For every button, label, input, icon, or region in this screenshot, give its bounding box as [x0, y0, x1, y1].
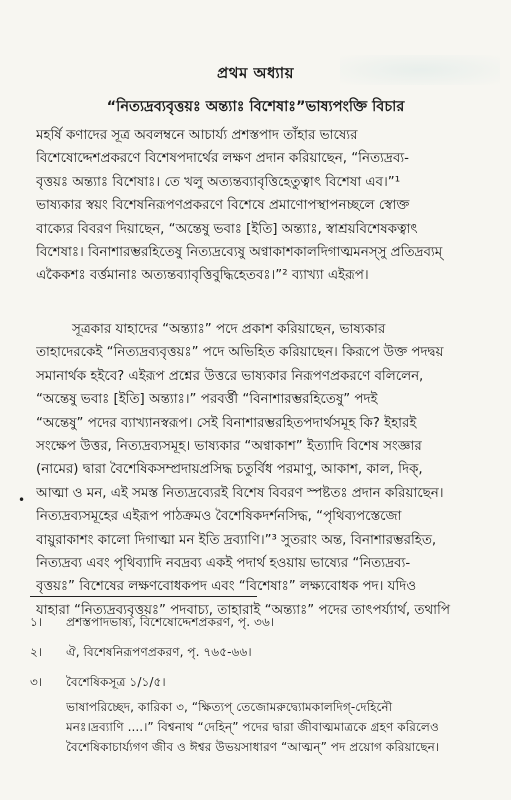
text-line: বাক্যের বিবরণ দিয়াছেন, “অন্তেষু ভবাঃ [ইতি] অন্ত্যাঃ, স্বাশ্রয়বিশেষকত্বাৎ — [36, 221, 418, 237]
text-line: যাহারা “নিত্যদ্রব্যবৃত্তয়ঃ” পদবাচ্য, তাহারাই “অন্ত্যাঃ” পদের তাৎপর্য্যার্থ, তথাপি — [36, 602, 450, 618]
paragraph-1 — [36, 124, 480, 288]
footnote-2 — [30, 642, 484, 663]
text-line: “অন্তেষু ভবাঃ [ইতি] অন্ত্যাঃ।” পরবর্ত্তী “বিনাশারম্ভরহিতেষু” পদই — [36, 392, 378, 408]
text-line: সংক্ষেপ উত্তর, নিত্যদ্রব্যসমূহ। ভাষ্যকার “অণ্বাকাশ” ইত্যাদি বিশেষ সংজ্ঞার — [36, 439, 422, 455]
footnote-text: বৈশেষিকসূত্র ১/১/৫। — [66, 675, 166, 689]
chapter-heading: প্রথম অধ্যায় — [217, 64, 294, 82]
footnote-text: প্রশস্তপাদভাষ্য, বিশেষোদ্দেশপ্রকরণ, পৃ. ৩৬। — [66, 615, 275, 629]
section-title: “নিত্যদ্রব্যবৃত্তয়ঃ অন্ত্যাঃ বিশেষাঃ”ভাষ্যপংক্তি বিচার — [106, 99, 405, 115]
paragraph-2 — [36, 318, 480, 622]
footnote-number: ১। — [30, 615, 43, 629]
text-line: আত্মা ও মন, এই সমস্ত নিত্যদ্রব্যেরই বিশেষ বিবরণ স্পষ্টতঃ প্রদান করিয়াছেন। — [36, 485, 444, 501]
footnote-number: ২। — [30, 645, 43, 659]
footnotes — [30, 612, 484, 757]
text-line: সূত্রকার যাহাদের “অন্ত্যাঃ” পদে প্রকাশ করিয়াছেন, ভাষ্যকার — [72, 322, 386, 337]
text-line: বায়ুরাকাশং কালো দিগাত্মা মন ইতি দ্রব্যাণি।”³ সুতরাং অন্ত, বিনাশারম্ভরহিত, — [36, 532, 437, 548]
text-line: মনঃ।দ্রব্যাণি ....।” বিশ্বনাথ “দেহিন্” পদের দ্বারা জীবাত্মমাত্রকে গ্রহণ করিলেও — [66, 720, 439, 734]
footnote-divider — [30, 596, 257, 597]
text-line: তাহাদেরকেই “নিত্যদ্রব্যবৃত্তয়ঃ” পদে অভিহিত করিয়াছেন। কিরূপে উক্ত পদদ্বয় — [36, 345, 444, 361]
text-line: একৈকশঃ বর্ত্তমানাঃ অত্যন্তব্যাবৃত্তিবুদ্ধিহেতবঃ।”² ব্যাখ্যা এইরূপ। — [36, 268, 369, 284]
margin-mark: • — [18, 493, 26, 507]
text-line: (নামের) দ্বারা বৈশেষিকসম্প্রদায়প্রসিদ্ধ চতুর্বিধ পরমাণু, আকাশ, কাল, দিক্, — [36, 462, 423, 478]
text-line: নিত্যদ্রব্যসমূহের এইরূপ পাঠক্রমও বৈশেষিকদর্শনসিদ্ধ, “পৃথিব্যপস্তেজো — [36, 509, 402, 525]
text-line: বৃত্তয়ঃ অন্ত্যাঃ বিশেষাঃ। তে খলু অত্যন্তব্যাবৃত্তিহেতুত্বাৎ বিশেষা এব।”¹ — [36, 174, 401, 190]
footnote-number: ৩। — [30, 675, 43, 689]
footnote-3-continuation — [30, 697, 484, 757]
text-line: বৈশেষিকাচার্য্যগণ জীব ও ঈশ্বর উভয়সাধারণ “আত্মন্” পদ প্রয়োগ করিয়াছেন। — [66, 740, 440, 754]
text-line: ভাষ্যকার স্বয়ং বিশেষনিরূপণপ্রকরণে বিশেষে প্রমাণোপস্থাপনচ্ছলে স্বোক্ত — [36, 198, 410, 214]
text-line: নিত্যদ্রব্য এবং পৃথিব্যাদি নবদ্রব্য একই পদার্থ হওয়ায় ভাষ্যের “নিত্যদ্রব্য- — [36, 556, 411, 572]
text-line: মহর্ষি কণাদের সূত্র অবলম্বনে আচার্য্য প্রশস্তপাদ তাঁহার ভাষ্যের — [36, 128, 358, 143]
text-line: “অন্তেষু” পদের ব্যাখ্যানস্বরূপ। সেই বিনাশারম্ভরহিতপদার্থসমূহ কি? ইহারই — [36, 415, 417, 431]
text-line: সমানার্থক হইবে? এইরূপ প্রশ্নের উত্তরে ভাষ্যকার নিরূপণপ্রকরণে বলিলেন, — [36, 368, 424, 384]
text-line: ভাষাপরিচ্ছেদ, কারিকা ৩, “ক্ষিত্যপ্ তেজোমরুদ্ব্যোমকালদিগ্-দেহিনৌ — [66, 700, 393, 714]
text-line: বিশেষোদ্দেশপ্রকরণে বিশেষপদার্থের লক্ষণ প্রদান করিয়াছেন, “নিত্যদ্রব্য- — [36, 151, 409, 167]
footnote-3 — [30, 672, 484, 693]
footnote-1 — [30, 612, 484, 633]
text-line: বিশেষাঃ। বিনাশারম্ভরহিতেষু নিত্যদ্রব্যেষু অণ্বাকাশকালদিগাত্মমনস্সু প্রতিদ্রব্যম্ — [36, 245, 443, 261]
text-line: বৃত্তয়ঃ” বিশেষের লক্ষণবোধকপদ এবং “বিশেষাঃ” লক্ষ্যবোধক পদ। যদিও — [36, 579, 417, 595]
footnote-text: ঐ, বিশেষনিরূপণপ্রকরণ, পৃ. ৭৬৫-৬৬। — [66, 645, 252, 659]
